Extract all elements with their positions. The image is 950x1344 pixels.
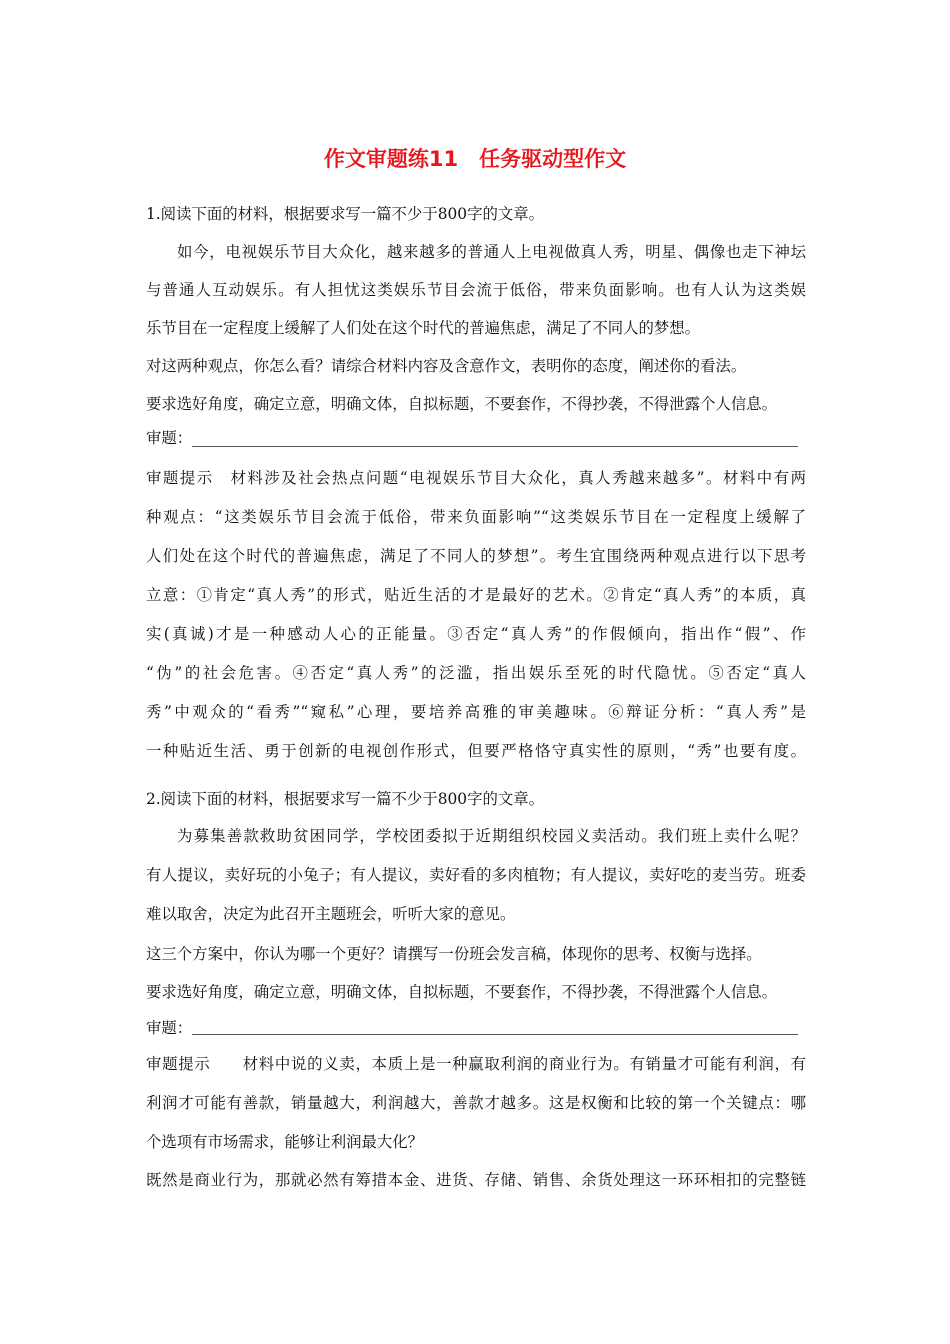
q1-hint-line: “伪”的社会危害。④否定“真人秀”的泛滥，指出娱乐至死的时代隐忧。⑤否定“真人 (146, 664, 806, 682)
q2-material-line: 有人提议，卖好玩的小兔子；有人提议，卖好看的多肉植物；有人提议，卖好吃的麦当劳。班委 (146, 866, 806, 884)
q2-shenti-label: 审题： (146, 1019, 193, 1037)
page-title: 作文审题练11 任务驱动型作文 (323, 147, 627, 171)
q1-task: 对这两种观点，你怎么看？请综合材料内容及含意作文，表明你的态度，阐述你的看法。 (146, 357, 747, 375)
q2-task: 这三个方案中，你认为哪一个更好？请撰写一份班会发言稿，体现你的思考、权衡与选择。 (146, 945, 762, 963)
q1-material-line: 乐节目在一定程度上缓解了人们处在这个时代的普遍焦虑，满足了不同人的梦想。 (146, 319, 701, 337)
q1-answer-blank[interactable] (192, 446, 798, 447)
q2-hint-line: 个选项有市场需求，能够让利润最大化？ (146, 1133, 424, 1151)
q1-heading: 1.阅读下面的材料，根据要求写一篇不少于800字的文章。 (146, 205, 545, 223)
q1-requirement: 要求选好角度，确定立意，明确文体，自拟标题，不要套作，不得抄袭，不得泄露个人信息。 (146, 395, 778, 413)
q2-answer-blank[interactable] (192, 1034, 798, 1035)
q1-hint-line: 秀”中观众的“看秀”“窥私”心理，要培养高雅的审美趣味。⑥辩证分析：“真人秀”是 (146, 703, 806, 721)
q1-hint-line: 种观点：“这类娱乐节目会流于低俗，带来负面影响”“这类娱乐节目在一定程度上缓解了 (146, 508, 806, 526)
q1-hint-line: 一种贴近生活、勇于创新的电视创作形式，但要严格恪守真实性的原则，“秀”也要有度。 (146, 742, 806, 760)
q2-heading: 2.阅读下面的材料，根据要求写一篇不少于800字的文章。 (146, 790, 545, 808)
q1-hint-line: 审题提示 材料涉及社会热点问题“电视娱乐节目大众化，真人秀越来越多”。材料中有两 (146, 469, 806, 487)
q2-last-line: 既然是商业行为，那就必然有筹措本金、进货、存储、销售、余货处理这一环环相扣的完整链 (146, 1171, 806, 1189)
q2-material-line: 为募集善款救助贫困同学，学校团委拟于近期组织校园义卖活动。我们班上卖什么呢？ (177, 827, 806, 845)
q2-hint-line: 审题提示 材料中说的义卖，本质上是一种赢取利润的商业行为。有销量才可能有利润，有 (146, 1055, 806, 1073)
q1-material-line: 与普通人互动娱乐。有人担忧这类娱乐节目会流于低俗，带来负面影响。也有人认为这类娱 (146, 281, 806, 299)
q1-hint-line: 立意：①肯定“真人秀”的形式，贴近生活的才是最好的艺术。②肯定“真人秀”的本质，真 (146, 586, 806, 604)
q2-hint-line: 利润才可能有善款，销量越大，利润越大，善款才越多。这是权衡和比较的第一个关键点：哪 (146, 1094, 806, 1112)
q1-hint-line: 人们处在这个时代的普遍焦虑，满足了不同人的梦想”。考生宜围绕两种观点进行以下思考 (146, 547, 806, 565)
q1-shenti-label: 审题： (146, 429, 193, 447)
q1-hint-line: 实(真诚)才是一种感动人心的正能量。③否定“真人秀”的作假倾向，指出作“假”、作 (146, 625, 806, 643)
q1-material-line: 如今，电视娱乐节目大众化，越来越多的普通人上电视做真人秀，明星、偶像也走下神坛 (177, 243, 806, 261)
q2-requirement: 要求选好角度，确定立意，明确文体，自拟标题，不要套作，不得抄袭，不得泄露个人信息。 (146, 983, 778, 1001)
q2-material-line: 难以取舍，决定为此召开主题班会，听听大家的意见。 (146, 905, 516, 923)
